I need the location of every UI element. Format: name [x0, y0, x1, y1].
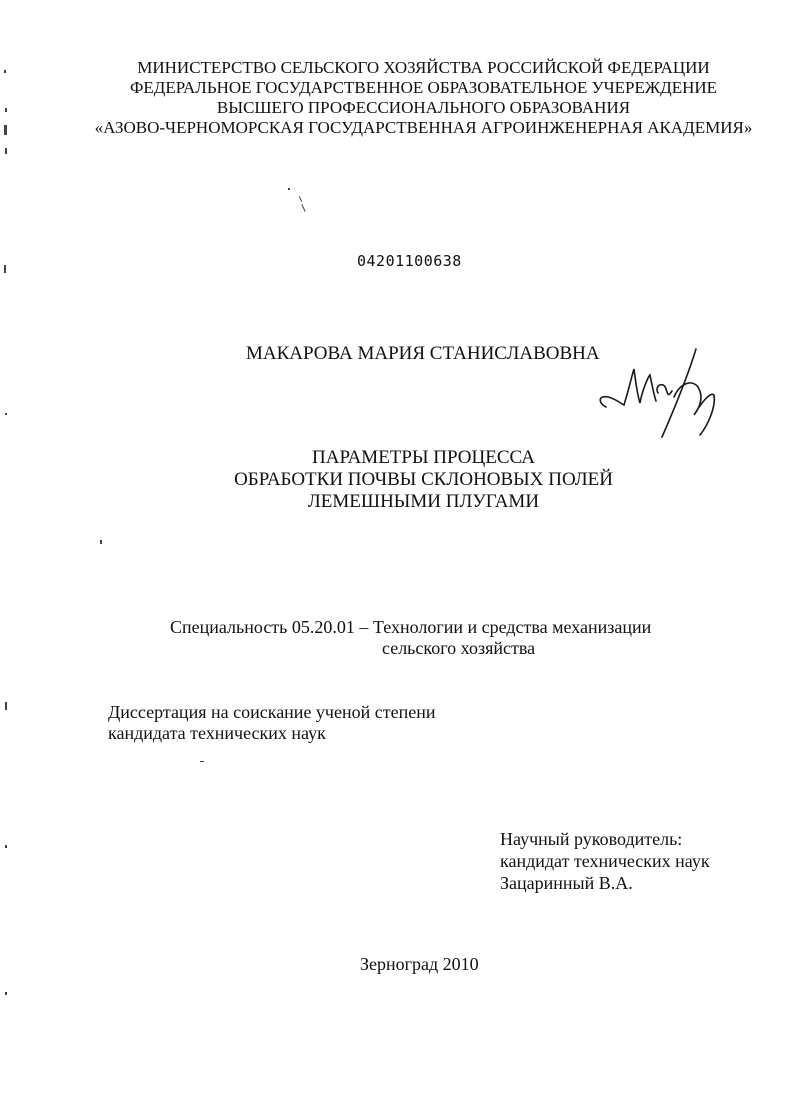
title-line-3: ЛЕМЕШНЫМИ ПЛУГАМИ	[307, 491, 540, 512]
advisor-degree: кандидат технических наук	[500, 851, 710, 871]
scan-speck	[200, 761, 204, 762]
scan-speck	[5, 148, 7, 154]
title-line-2: ОБРАБОТКИ ПОЧВЫ СКЛОНОВЫХ ПОЛЕЙ	[234, 469, 613, 490]
title-line-1: ПАРАМЕТРЫ ПРОЦЕССА	[312, 447, 535, 468]
handwritten-signature	[596, 345, 726, 445]
header-line-ministry: МИНИСТЕРСТВО СЕЛЬСКОГО ХОЗЯЙСТВА РОССИЙСКОЙ ФЕДЕРАЦИИ	[137, 58, 710, 77]
scan-speck	[299, 196, 302, 202]
scan-speck	[301, 204, 305, 212]
scan-speck	[5, 992, 7, 995]
scan-speck	[4, 125, 7, 135]
dissertation-degree	[108, 702, 435, 744]
specialty-line-2: сельского хозяйства	[382, 638, 536, 658]
scan-speck	[5, 108, 7, 112]
advisor-name: Зацаринный В.А.	[500, 873, 633, 893]
dissertation-line-1: Диссертация на соискание ученой степени	[108, 702, 436, 722]
scan-speck	[5, 845, 7, 848]
scan-speck	[288, 188, 290, 190]
scan-speck	[5, 702, 7, 710]
scan-speck	[4, 265, 6, 273]
city-year: Зерноград 2010	[360, 954, 479, 974]
header-line-education-level: ВЫСШЕГО ПРОФЕССИОНАЛЬНОГО ОБРАЗОВАНИЯ	[216, 98, 631, 117]
scan-speck	[100, 540, 102, 544]
scientific-advisor	[500, 828, 710, 894]
dissertation-title	[0, 447, 797, 513]
header-line-academy-name: «АЗОВО-ЧЕРНОМОРСКАЯ ГОСУДАРСТВЕННАЯ АГРОИНЖЕНЕРНАЯ АКАДЕМИЯ»	[94, 118, 753, 137]
scan-speck	[5, 413, 7, 415]
dissertation-line-2: кандидата технических наук	[108, 723, 326, 743]
specialty-line-1: Специальность 05.20.01 – Технологии и средства механизации	[170, 617, 652, 637]
registration-code: 04201100638	[357, 252, 462, 270]
advisor-label: Научный руководитель:	[500, 829, 683, 849]
ministry-header	[0, 58, 797, 138]
header-line-institution-type: ФЕДЕРАЛЬНОЕ ГОСУДАРСТВЕННОЕ ОБРАЗОВАТЕЛЬНОЕ УЧЕРЕЖДЕНИЕ	[129, 78, 718, 97]
author-name: МАКАРОВА МАРИЯ СТАНИСЛАВОВНА	[246, 343, 600, 364]
scan-speck	[4, 70, 6, 73]
